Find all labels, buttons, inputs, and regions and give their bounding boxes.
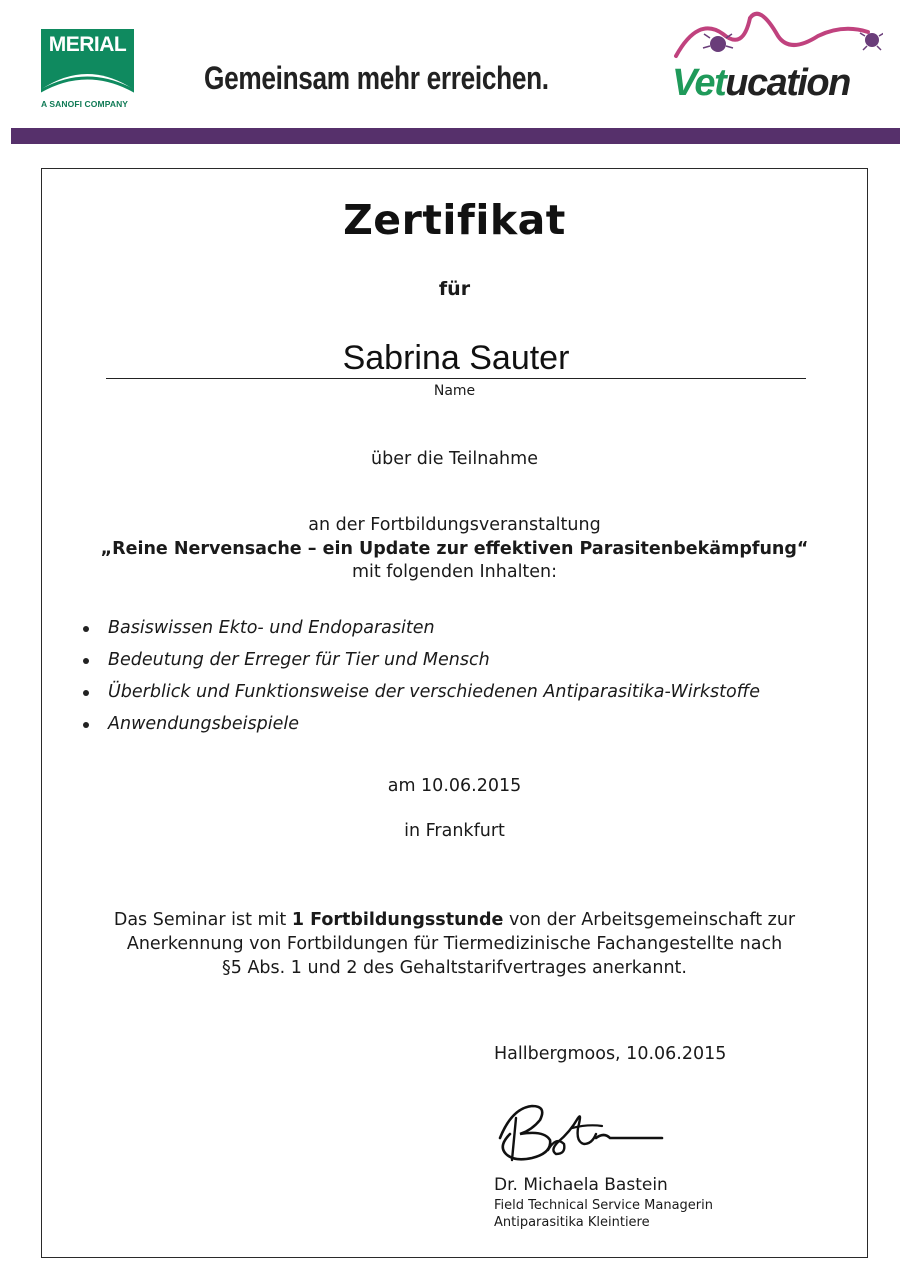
list-item: Basiswissen Ekto- und Endoparasiten <box>78 616 760 648</box>
signer-department: Antiparasitika Kleintiere <box>494 1215 650 1230</box>
header-band <box>11 128 900 144</box>
vetucation-logo <box>668 6 883 106</box>
recognition-line-1-post: von der Arbeitsgemeinschaft zur <box>503 910 796 930</box>
merial-logo-word: MERIAL <box>48 33 127 56</box>
merial-logo-box <box>41 29 134 97</box>
event-date: am 10.06.2015 <box>387 776 522 796</box>
event-contents-intro: mit folgenden Inhalten: <box>351 562 558 582</box>
recognition-line-2: Anerkennung von Fortbildungen für Tiermedizinische Fachangestellte nach <box>126 934 783 954</box>
topic-list <box>78 616 760 744</box>
list-item: Bedeutung der Erreger für Tier und Mensch <box>78 648 760 680</box>
name-underline <box>106 378 806 379</box>
recognition-text <box>41 908 868 980</box>
recognition-line-3: §5 Abs. 1 und 2 des Gehaltstarifvertrages anerkannt. <box>222 958 687 978</box>
recipient-name: Sabrina Sauter <box>342 339 570 377</box>
signer-name: Dr. Michaela Bastein <box>494 1175 668 1195</box>
merial-logo <box>41 29 134 109</box>
vetucation-wordmark <box>672 62 850 105</box>
vetucation-swoosh <box>668 6 883 66</box>
vetucation-wordmark-rest: ucation <box>725 62 850 104</box>
vetucation-wordmark-vet: Vet <box>672 62 726 104</box>
signature-place-date: Hallbergmoos, 10.06.2015 <box>494 1044 727 1064</box>
recognition-hours: 1 Fortbildungsstunde <box>291 910 504 930</box>
event-title: „Reine Nervensache – ein Update zur effektiven Parasitenbekämpfung“ <box>100 539 809 559</box>
certificate-title: Zertifikat <box>343 196 566 244</box>
handwritten-signature <box>492 1098 667 1168</box>
name-label: Name <box>433 383 476 399</box>
merial-logo-arc <box>41 29 134 97</box>
participation-text: über die Teilnahme <box>371 449 538 469</box>
recognition-line-1 <box>41 908 868 932</box>
list-item: Anwendungsbeispiele <box>78 712 760 744</box>
event-place: in Frankfurt <box>404 821 505 841</box>
signer-role: Field Technical Service Managerin <box>494 1198 713 1213</box>
list-item: Überblick und Funktionsweise der verschiedenen Antiparasitika-Wirkstoffe <box>78 680 760 712</box>
for-label: für <box>438 278 471 300</box>
recognition-line-1-pre: Das Seminar ist mit <box>113 910 292 930</box>
merial-logo-subtitle: A SANOFI COMPANY <box>41 99 129 109</box>
event-intro: an der Fortbildungsveranstaltung <box>308 515 601 535</box>
slogan: Gemeinsam mehr erreichen. <box>204 60 549 96</box>
